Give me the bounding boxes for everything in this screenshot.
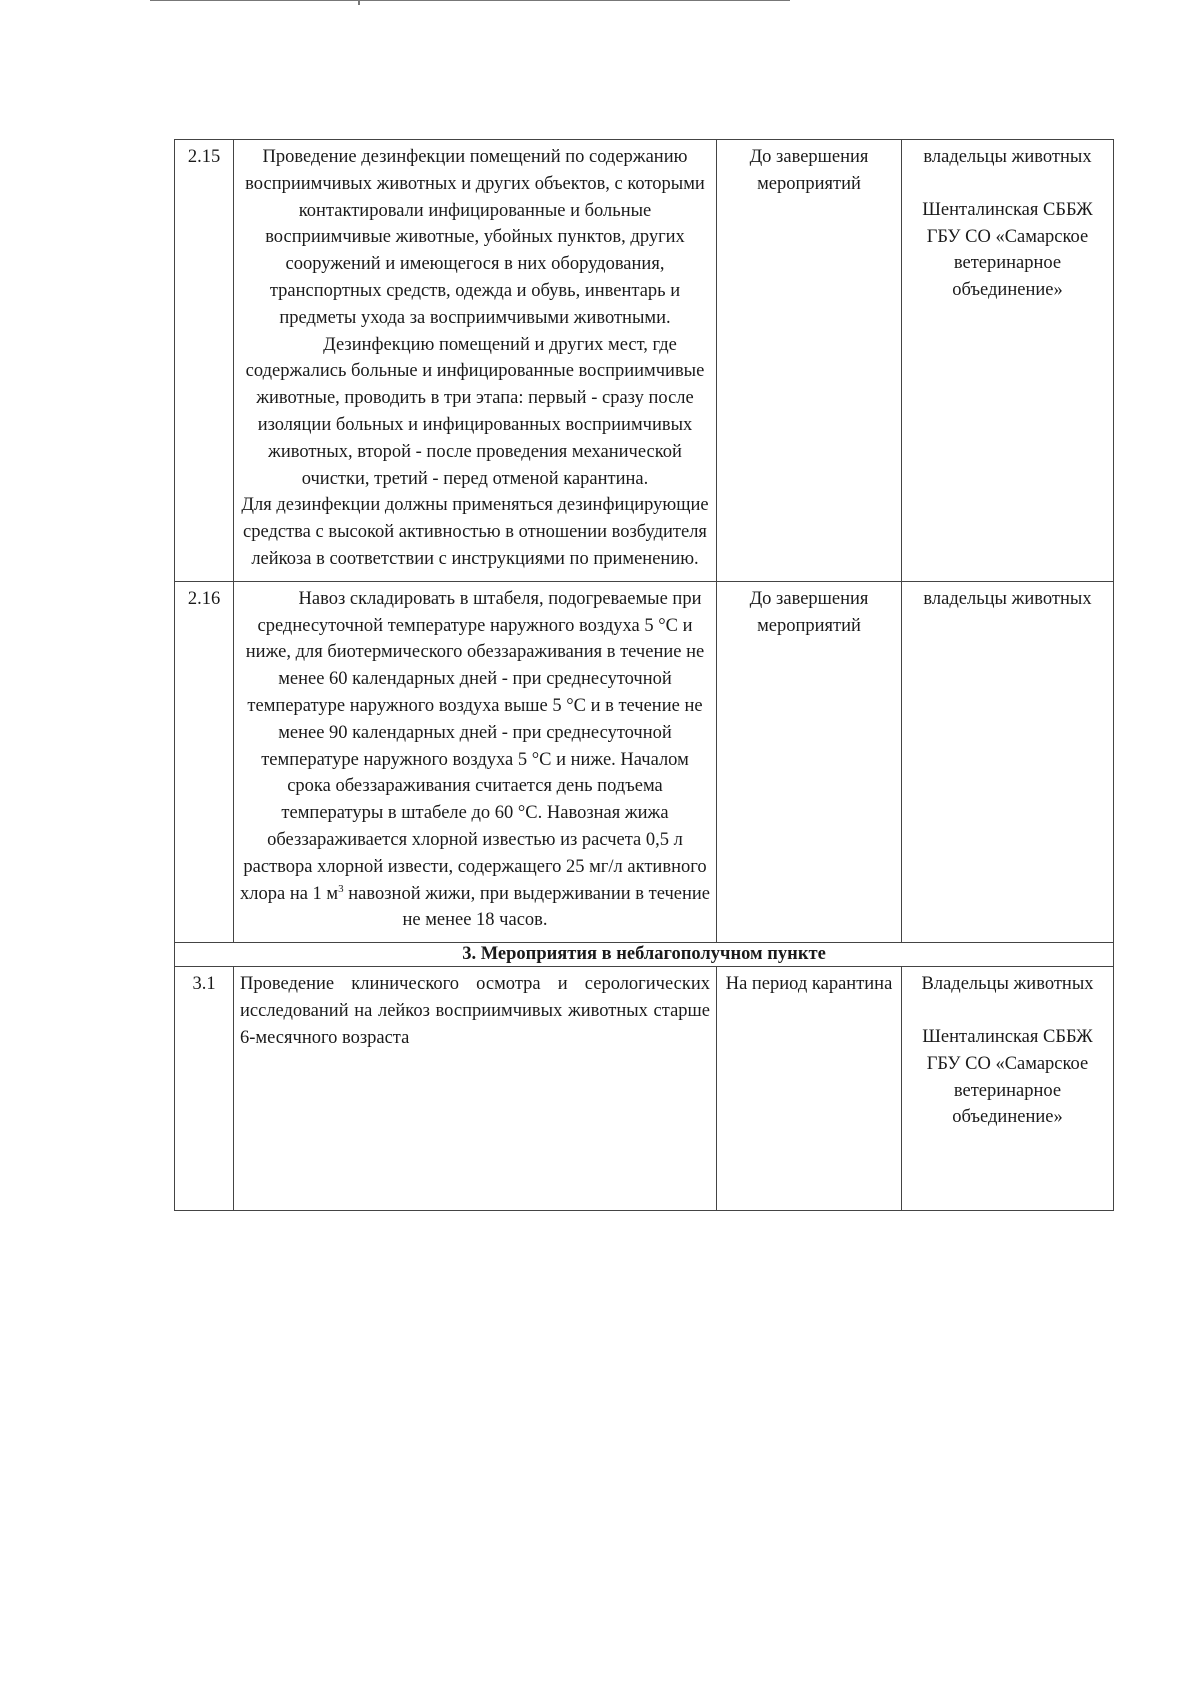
row-term: На период карантина: [717, 967, 902, 1211]
superscript: 3: [338, 882, 344, 895]
row-description: [234, 581, 717, 942]
page-top-tick: [358, 0, 360, 5]
row-responsible: [902, 967, 1114, 1211]
row-responsible: [902, 581, 1114, 942]
row-description: [234, 140, 717, 582]
table-row: [175, 140, 1114, 582]
responsible-owner: владельцы животных: [923, 588, 1092, 609]
table-row: [175, 967, 1114, 1211]
row-description: Проведение клинического осмотра и серологических исследований на лейкоз восприимчивых животных старше 6-месячного возраста: [234, 967, 717, 1211]
responsible-organization: Шенталинская СББЖ ГБУ СО «Самарское ветеринарное объединение»: [922, 1026, 1093, 1128]
responsible-owner: Владельцы животных: [921, 974, 1094, 995]
description-text: навозной жижи, при выдерживании в течение не менее 18 часов.: [343, 883, 710, 931]
row-term: До завершения мероприятий: [717, 140, 902, 582]
description-text: Навоз складировать в штабеля, подогреваемые при среднесуточной температуре наружного воздуха 5 °С и ниже, для биотермического обеззараживания в течение не менее 60 календарных дней - при среднесуточной температуре наружного воздуха выше 5 °С и в течение не менее 90 календарных дней - при среднесуточной температуре наружного воздуха 5 °С и ниже. Началом срока обеззараживания считается день подъема температуры в штабеле до 60 °С. Навозная жижа обеззараживается хлорной известью из расчета 0,5 л раствора хлорной извести, содержащего 25 мг/л активного хлора на 1 м: [240, 588, 707, 904]
measures-table: [174, 139, 1114, 1211]
description-paragraph: Дезинфекцию помещений и других мест, где содержались больные и инфицированные восприимчивые животные, проводить в три этапа: первый - сразу после изоляции больных и инфицированных восприимчивых животных, второй - после проведения механической очистки, третий - перед отменой карантина.: [245, 334, 705, 489]
description-paragraph: Проведение дезинфекции помещений по содержанию восприимчивых животных и других объектов, с которыми контактировали инфицированные и больные восприимчивые животные, убойных пунктов, других сооружений и имеющегося в них оборудования, транспортных средств, одежда и обувь, инвентарь и предметы ухода за восприимчивыми животными.: [245, 147, 705, 328]
row-number: 3.1: [175, 967, 234, 1211]
responsible-organization: Шенталинская СББЖ ГБУ СО «Самарское ветеринарное объединение»: [922, 199, 1093, 301]
responsible-owner: владельцы животных: [923, 147, 1092, 167]
description-paragraph: Для дезинфекции должны применяться дезинфицирующие средства с высокой активностью в отношении возбудителя лейкоза в соответствии с инструкциями по применению.: [241, 495, 709, 569]
row-number: 2.15: [175, 140, 234, 582]
row-number: 2.16: [175, 581, 234, 942]
page-top-rule: [150, 0, 790, 1]
section-title: 3. Мероприятия в неблагополучном пункте: [175, 943, 1114, 967]
description-paragraph: [240, 586, 710, 934]
section-header-row: [175, 943, 1114, 967]
row-term: До завершения мероприятий: [717, 581, 902, 942]
row-responsible: [902, 140, 1114, 582]
table-row: [175, 581, 1114, 942]
